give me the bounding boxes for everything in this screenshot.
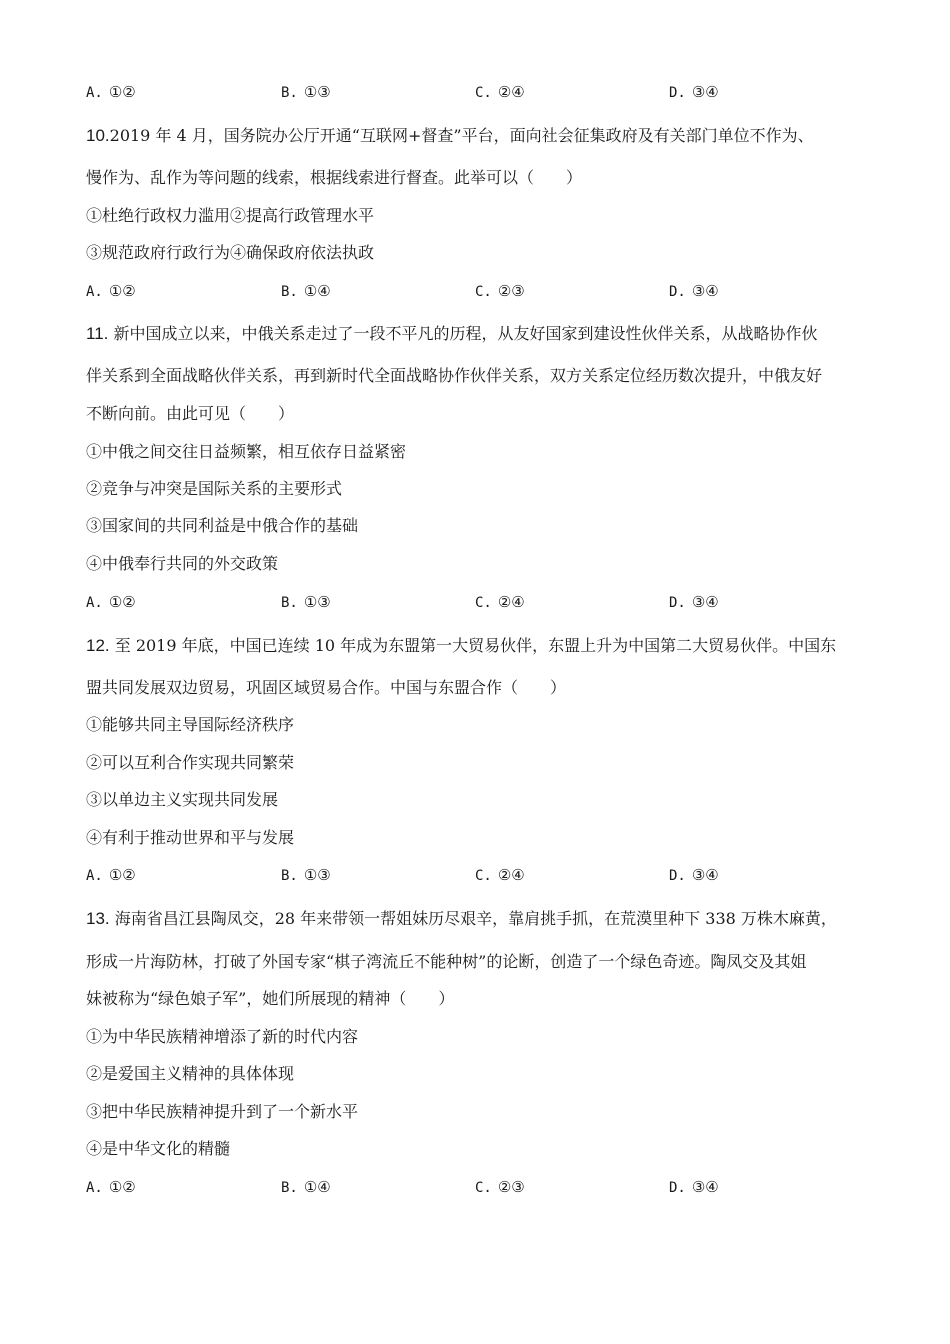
q12-number: 12. xyxy=(86,636,110,655)
q12-statement-2: ②可以互利合作实现共同繁荣 xyxy=(86,753,295,772)
q11-statement-2: ②竞争与冲突是国际关系的主要形式 xyxy=(86,479,343,498)
q12-options xyxy=(86,864,866,886)
q12-stem-line-1: 12. 至 2019 年底，中国已连续 10 年成为东盟第一大贸易伙伴，东盟上升为中国第二大贸易伙伴。中国东 xyxy=(86,636,837,655)
q9-option-a: A. ①② xyxy=(86,83,136,101)
q11-stem-line-1: 11. 新中国成立以来，中俄关系走过了一段不平凡的历程，从友好国家到建设性伙伴关系，从战略协作伙 xyxy=(86,324,818,343)
q12-statement-4: ④有利于推动世界和平与发展 xyxy=(86,828,295,847)
q9-option-c: C. ②④ xyxy=(475,83,525,101)
q11-statement-4: ④中俄奉行共同的外交政策 xyxy=(86,554,279,573)
q13-statement-1: ①为中华民族精神增添了新的时代内容 xyxy=(86,1027,359,1046)
q12-statement-3: ③以单边主义实现共同发展 xyxy=(86,790,279,809)
q9-options xyxy=(86,81,866,103)
q11-option-a: A. ①② xyxy=(86,593,136,611)
q13-option-c: C. ②③ xyxy=(475,1178,525,1196)
q13-option-a: A. ①② xyxy=(86,1178,136,1196)
q11-stem-line-2: 伴关系到全面战略伙伴关系，再到新时代全面战略协作伙伴关系，双方关系定位经历数次提升，中俄友好 xyxy=(86,366,823,385)
q13-stem-line-3: 妹被称为“绿色娘子军”，她们所展现的精神（ ） xyxy=(86,989,455,1008)
q9-option-d: D. ③④ xyxy=(669,83,719,101)
q13-statement-2: ②是爱国主义精神的具体体现 xyxy=(86,1064,295,1083)
q13-option-d: D. ③④ xyxy=(669,1178,719,1196)
q12-option-d: D. ③④ xyxy=(669,866,719,884)
q10-options xyxy=(86,280,866,302)
q11-number: 11. xyxy=(86,324,109,343)
q12-option-c: C. ②④ xyxy=(475,866,525,884)
q10-stem-line-2: 慢作为、乱作为等问题的线索，根据线索进行督查。此举可以（ ） xyxy=(86,168,583,187)
q11-option-d: D. ③④ xyxy=(669,593,719,611)
q11-statement-1: ①中俄之间交往日益频繁，相互依存日益紧密 xyxy=(86,442,407,461)
q12-option-b: B. ①③ xyxy=(281,866,331,884)
q10-option-a: A. ①② xyxy=(86,282,136,300)
q10-number: 10. xyxy=(86,126,110,145)
q11-statement-3: ③国家间的共同利益是中俄合作的基础 xyxy=(86,516,359,535)
q12-stem-line-2: 盟共同发展双边贸易，巩固区域贸易合作。中国与东盟合作（ ） xyxy=(86,678,567,697)
q13-statement-3: ③把中华民族精神提升到了一个新水平 xyxy=(86,1102,359,1121)
q13-option-b: B. ①④ xyxy=(281,1178,331,1196)
q12-statement-1: ①能够共同主导国际经济秩序 xyxy=(86,715,295,734)
q10-statement-1: ①杜绝行政权力滥用②提高行政管理水平 xyxy=(86,206,375,225)
q11-stem-line-3: 不断向前。由此可见（ ） xyxy=(86,404,295,423)
q10-option-d: D. ③④ xyxy=(669,282,719,300)
q10-option-c: C. ②③ xyxy=(475,282,525,300)
q11-option-c: C. ②④ xyxy=(475,593,525,611)
q11-option-b: B. ①③ xyxy=(281,593,331,611)
q13-stem-line-1: 13. 海南省昌江县陶凤交，28 年来带领一帮姐妹历尽艰辛，靠肩挑手抓，在荒漠里种下 338 万株木麻黄， xyxy=(86,909,837,928)
q13-statement-4: ④是中华文化的精髓 xyxy=(86,1139,231,1158)
q13-options xyxy=(86,1176,866,1198)
q10-stem-line-1: 10.2019 年 4 月，国务院办公厅开通“互联网+督查”平台，面向社会征集政府及有关部门单位不作为、 xyxy=(86,126,814,145)
q12-option-a: A. ①② xyxy=(86,866,136,884)
q13-stem-line-2: 形成一片海防林，打破了外国专家“棋子湾流丘不能种树”的论断，创造了一个绿色奇迹。陶凤交及其姐 xyxy=(86,952,807,971)
q10-option-b: B. ①④ xyxy=(281,282,331,300)
q11-options xyxy=(86,591,866,613)
q10-statement-2: ③规范政府行政行为④确保政府依法执政 xyxy=(86,243,375,262)
q9-option-b: B. ①③ xyxy=(281,83,331,101)
q13-number: 13. xyxy=(86,909,110,928)
